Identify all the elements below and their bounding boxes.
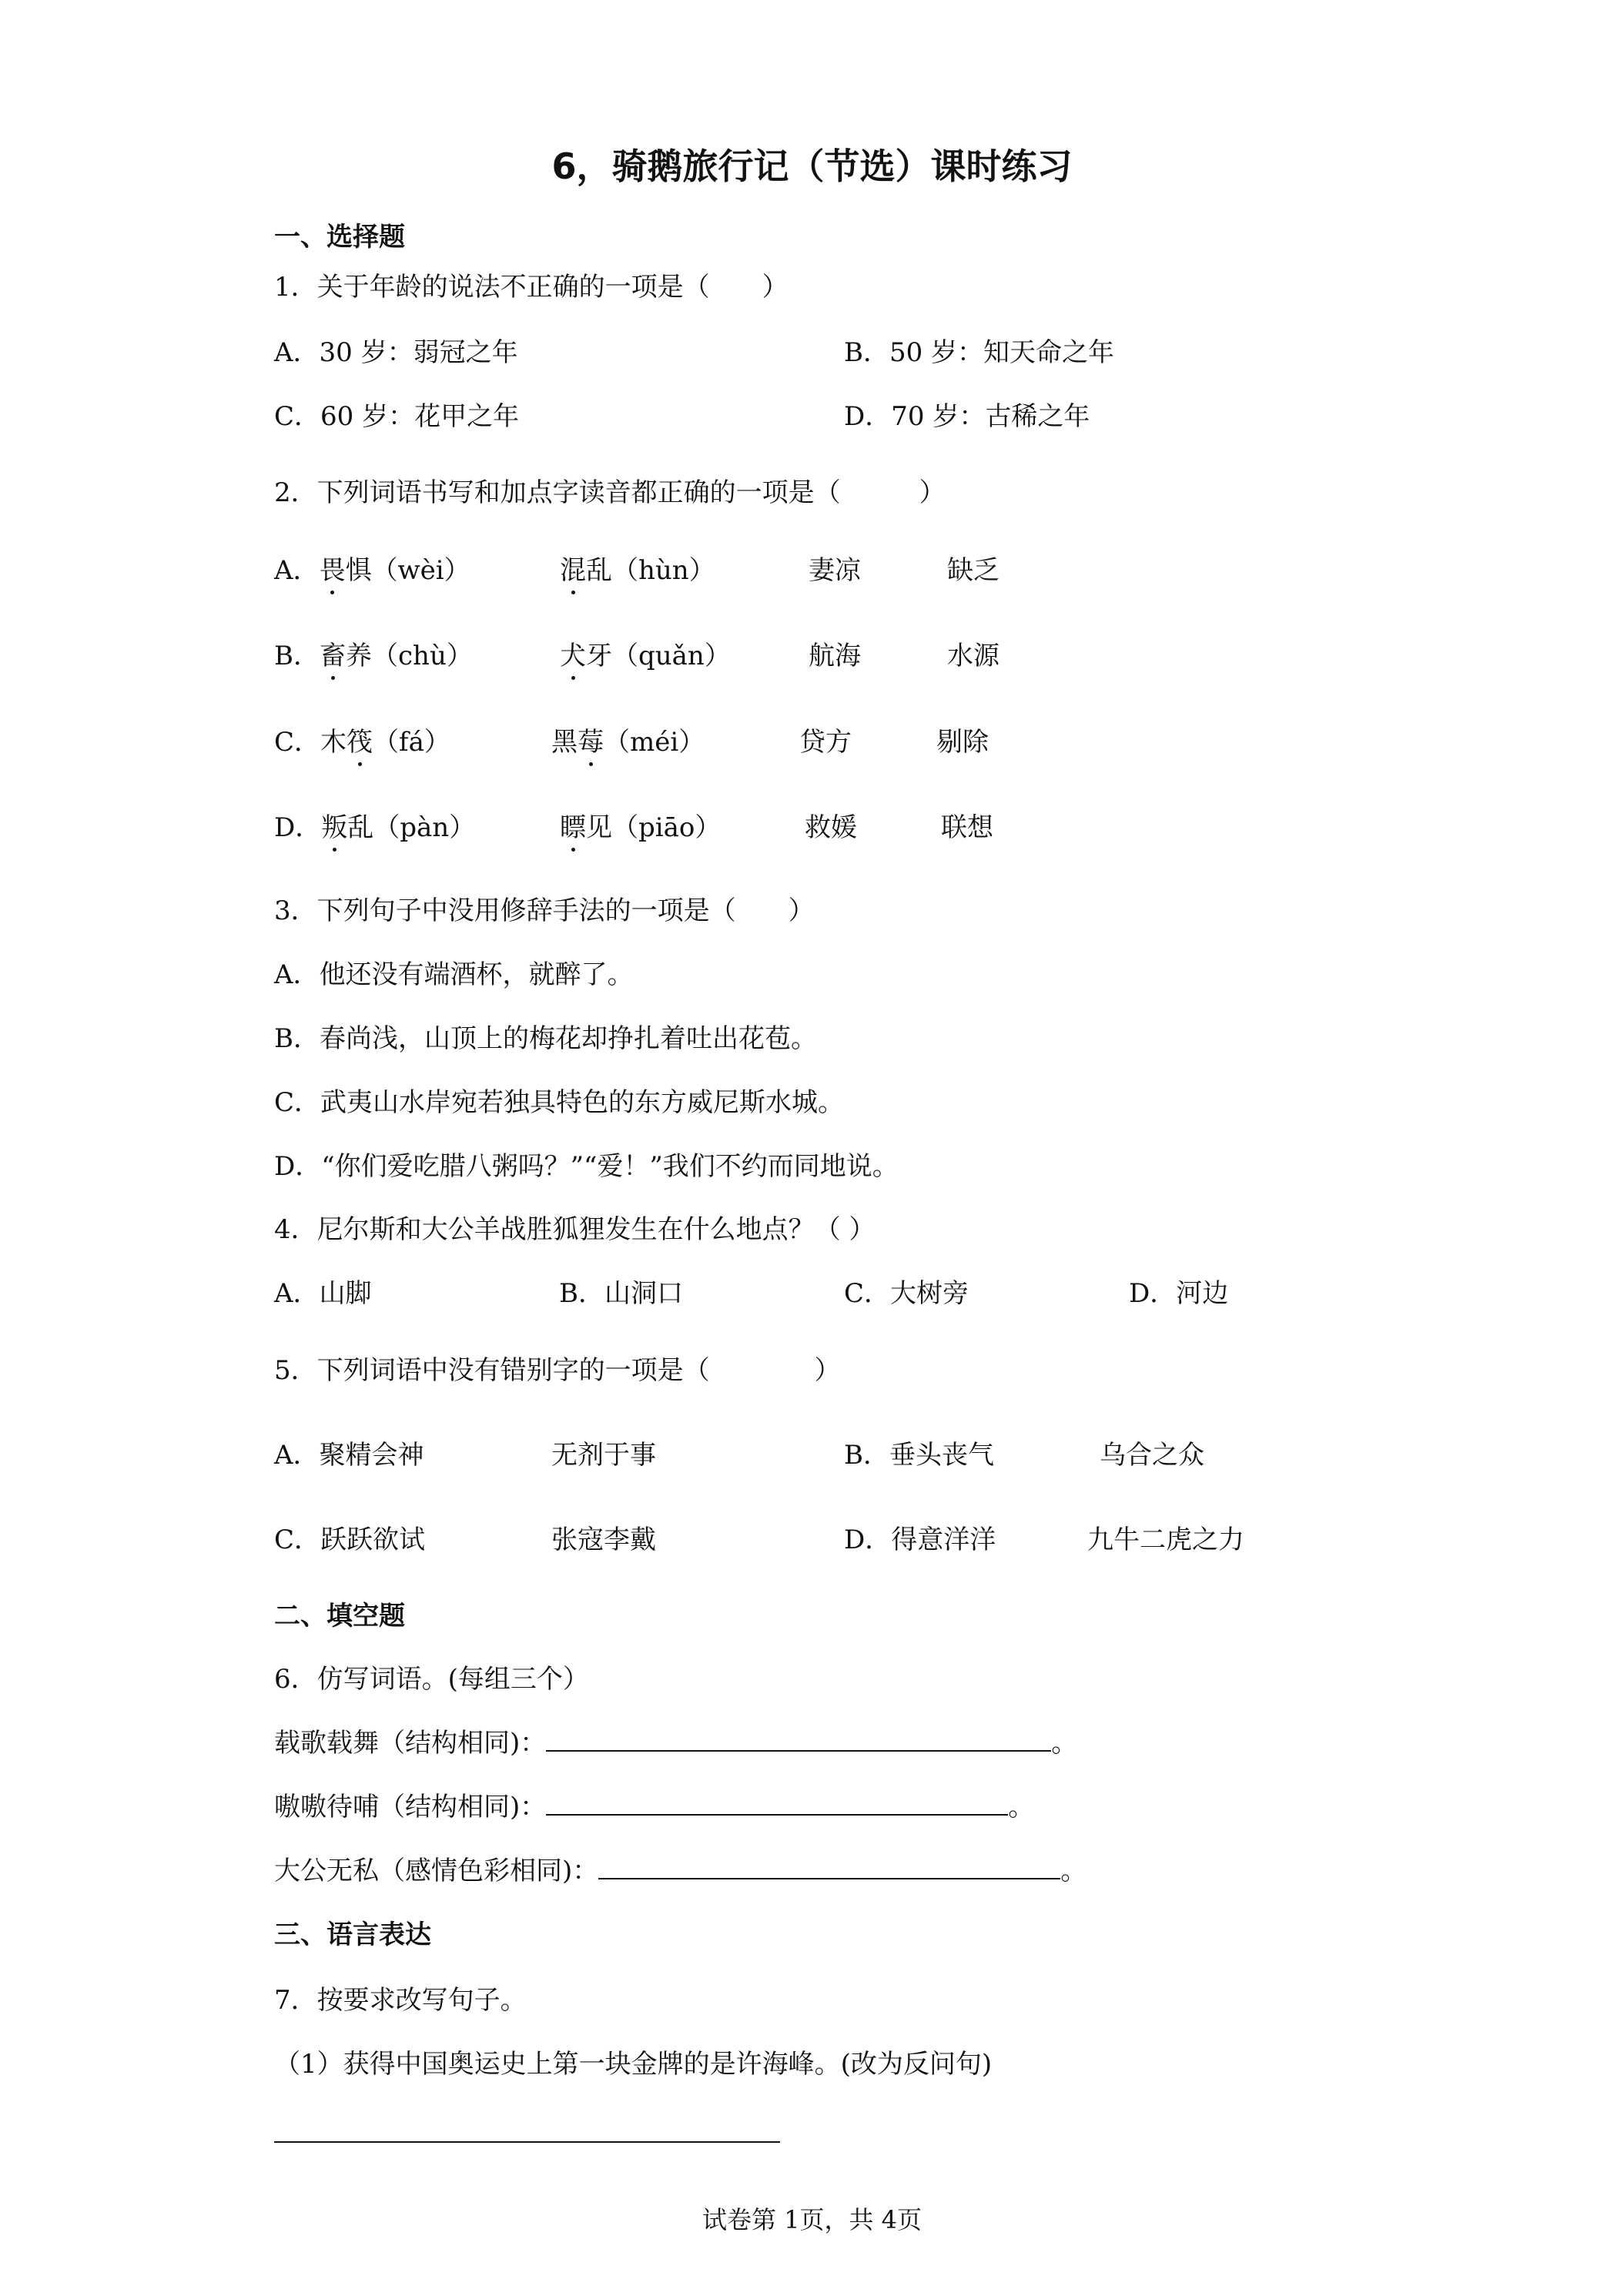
prompt-label: 载歌载舞（结构相同)： bbox=[274, 1728, 547, 1759]
question-2-option-d bbox=[274, 806, 475, 844]
dotted-char: 犬 bbox=[560, 634, 586, 672]
question-2-option-c-word-3: 贷方 bbox=[799, 727, 852, 758]
question-6-line-3 bbox=[274, 1849, 1087, 1887]
dotted-char: 畏 bbox=[320, 549, 346, 587]
answer-line[interactable] bbox=[274, 2141, 780, 2143]
question-2-option-d-word-2 bbox=[560, 806, 721, 844]
question-3-option-c: C．武夷山水岸宛若独具特色的东方威尼斯水城。 bbox=[274, 1087, 845, 1118]
question-3-option-d: D．“你们爱吃腊八粥吗？”“爱！”我们不约而同地说。 bbox=[274, 1151, 899, 1182]
question-4-option-a: A．山脚 bbox=[274, 1278, 372, 1309]
page-footer: 试卷第 1页，共 4页 bbox=[702, 2205, 922, 2234]
question-2-option-b-word-4: 水源 bbox=[947, 641, 1000, 671]
question-4-option-c: C．大树旁 bbox=[844, 1278, 969, 1309]
question-2-option-b-word-2 bbox=[560, 634, 731, 672]
question-1-option-d: D．70 岁：古稀之年 bbox=[844, 401, 1090, 432]
question-2-option-a bbox=[274, 549, 470, 587]
question-4-option-b: B．山洞口 bbox=[559, 1278, 683, 1309]
question-7-stem: 7．按要求改写句子。 bbox=[274, 1985, 527, 2016]
option-label: D． bbox=[274, 812, 322, 843]
question-6-line-2 bbox=[274, 1786, 1034, 1823]
question-5-option-a: A．聚精会神 bbox=[274, 1440, 424, 1471]
option-word: 惧（wèi） bbox=[345, 555, 470, 586]
answer-blank[interactable] bbox=[546, 1727, 1051, 1752]
dotted-char: 混 bbox=[560, 549, 586, 587]
option-word: 乱（pàn） bbox=[347, 812, 476, 843]
section-heading-fill: 二、填空题 bbox=[274, 1601, 405, 1632]
question-1-option-c: C．60 岁：花甲之年 bbox=[274, 401, 520, 432]
question-2-option-c-word-2 bbox=[551, 721, 705, 758]
dotted-char: 筏 bbox=[347, 721, 373, 758]
option-word: 木 bbox=[320, 727, 347, 758]
question-3-option-a: A．他还没有端酒杯，就醉了。 bbox=[274, 959, 634, 990]
question-2-stem: 2．下列词语书写和加点字读音都正确的一项是（ ） bbox=[274, 477, 946, 508]
question-2-option-a-word-4: 缺乏 bbox=[947, 555, 1000, 586]
question-3-stem: 3．下列句子中没用修辞手法的一项是（ ） bbox=[274, 895, 815, 926]
question-2-option-b-word-3: 航海 bbox=[809, 641, 861, 671]
option-label: C． bbox=[274, 727, 321, 758]
section-heading-expression: 三、语言表达 bbox=[274, 1919, 431, 1950]
page-title: 6，骑鹅旅行记（节选）课时练习 bbox=[551, 146, 1073, 187]
dotted-char: 叛 bbox=[321, 806, 347, 844]
question-5-stem: 5．下列词语中没有错别字的一项是（ ） bbox=[274, 1355, 841, 1386]
answer-blank[interactable] bbox=[598, 1855, 1060, 1879]
question-2-option-a-word-2 bbox=[560, 549, 715, 587]
question-2-option-d-word-3: 救媛 bbox=[805, 812, 857, 843]
question-5-option-b: B．垂头丧气 bbox=[844, 1440, 994, 1471]
option-word: 牙（quǎn） bbox=[586, 641, 731, 671]
section-heading-choice: 一、选择题 bbox=[274, 222, 405, 253]
option-word: （méi） bbox=[604, 727, 705, 758]
dotted-char: 畜 bbox=[320, 634, 346, 672]
prompt-label: 大公无私（感情色彩相同)： bbox=[274, 1856, 599, 1886]
dotted-char: 瞟 bbox=[560, 806, 586, 844]
question-4-stem: 4．尼尔斯和大公羊战胜狐狸发生在什么地点？（ ） bbox=[274, 1214, 876, 1245]
question-5-option-c: C．跃跃欲试 bbox=[274, 1525, 426, 1555]
question-1-option-b: B．50 岁：知天命之年 bbox=[844, 337, 1115, 368]
question-3-option-b: B．春尚浅，山顶上的梅花却挣扎着吐出花苞。 bbox=[274, 1023, 817, 1054]
question-2-option-c-word-4: 剔除 bbox=[936, 727, 989, 758]
question-2-option-c bbox=[274, 721, 450, 758]
question-5-option-a-word-2: 无剂于事 bbox=[551, 1440, 656, 1471]
line-end: 。 bbox=[1008, 1792, 1035, 1822]
option-label: B． bbox=[274, 641, 320, 671]
option-word: 见（piāo） bbox=[586, 812, 722, 843]
option-word: （fá） bbox=[373, 727, 450, 758]
question-2-option-b bbox=[274, 634, 473, 672]
answer-blank[interactable] bbox=[546, 1791, 1008, 1816]
prompt-label: 嗷嗷待哺（结构相同)： bbox=[274, 1792, 547, 1822]
dotted-char: 莓 bbox=[578, 721, 604, 758]
question-5-option-d: D．得意洋洋 bbox=[844, 1525, 996, 1555]
question-1-stem: 1．关于年龄的说法不正确的一项是（ ） bbox=[274, 272, 789, 303]
question-5-option-c-word-2: 张寇李戴 bbox=[551, 1525, 656, 1555]
question-5-option-b-word-2: 乌合之众 bbox=[1100, 1440, 1204, 1471]
option-label: A． bbox=[274, 555, 320, 586]
question-4-option-d: D．河边 bbox=[1129, 1278, 1229, 1309]
option-word: 养（chù） bbox=[346, 641, 473, 671]
option-word: 乱（hùn） bbox=[586, 555, 715, 586]
question-5-option-d-word-2: 九牛二虎之力 bbox=[1087, 1525, 1244, 1555]
question-2-option-a-word-3: 妻凉 bbox=[809, 555, 861, 586]
line-end: 。 bbox=[1060, 1856, 1087, 1886]
question-7-sub-1: （1）获得中国奥运史上第一块金牌的是许海峰。(改为反问句) bbox=[274, 2049, 993, 2080]
option-word: 黑 bbox=[551, 727, 578, 758]
question-2-option-d-word-4: 联想 bbox=[941, 812, 993, 843]
question-1-option-a: A．30 岁：弱冠之年 bbox=[274, 337, 518, 368]
line-end: 。 bbox=[1051, 1728, 1078, 1759]
question-6-line-1 bbox=[274, 1722, 1077, 1759]
question-6-stem: 6．仿写词语。(每组三个） bbox=[274, 1664, 589, 1695]
